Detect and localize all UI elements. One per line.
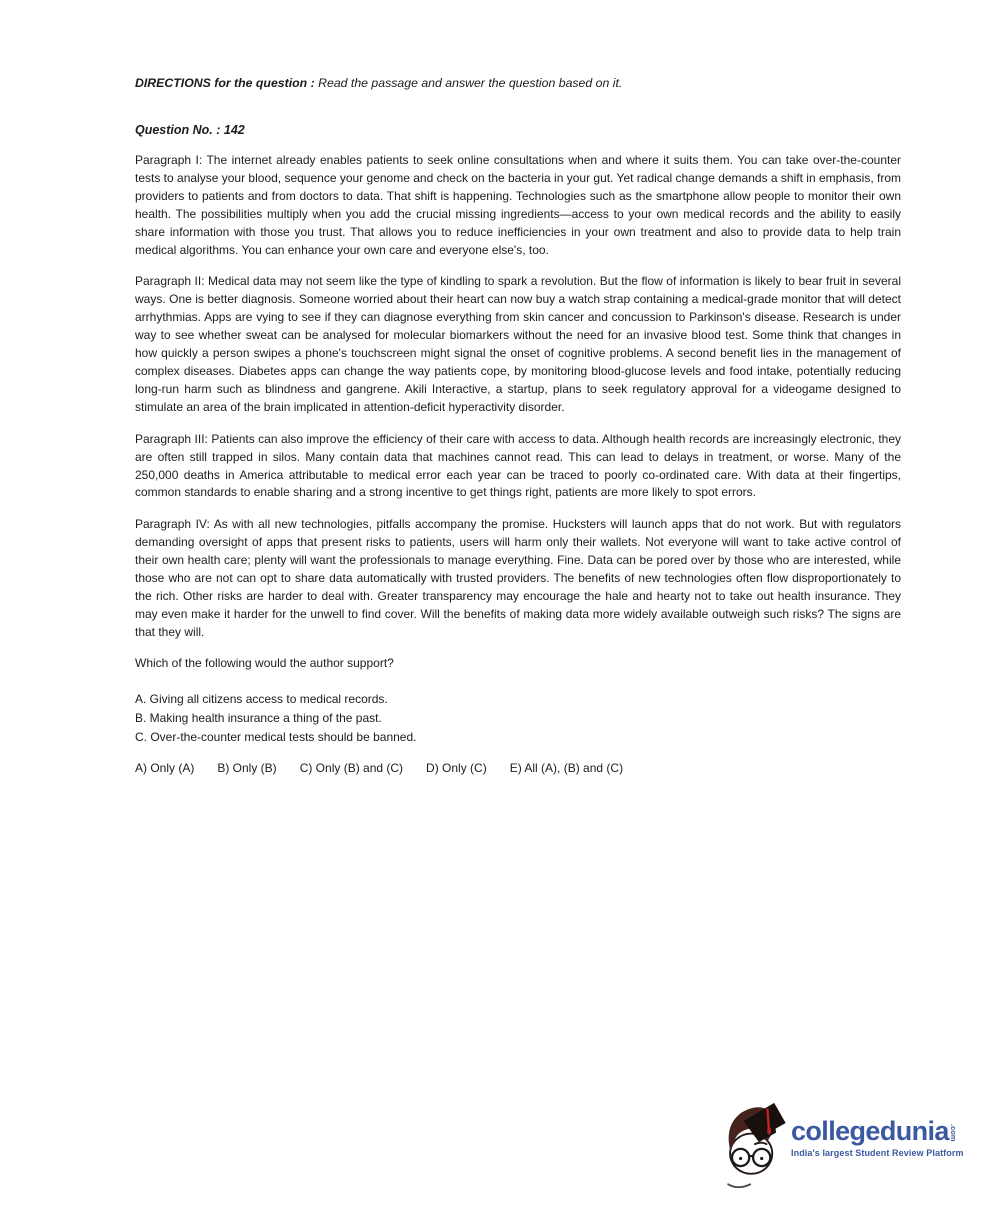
directions-line [135,76,901,90]
option-b: B) Only (B) [217,760,277,775]
brand-domain: .com [948,1124,958,1142]
question-document [135,76,901,775]
brand-wordmark: collegedunia [791,1116,949,1146]
mascot-icon [723,1100,787,1192]
answer-options [135,761,901,775]
question-number: Question No. : 142 [135,123,245,137]
brand-tagline: India's largest Student Review Platform [791,1148,964,1158]
directions-text: Read the passage and answer the question based on it. [318,76,623,90]
logo-text-block [791,1100,964,1158]
statement-c: C. Over-the-counter medical tests should be banned. [135,729,417,744]
directions-label: DIRECTIONS for the question : [135,76,315,90]
passage-paragraph-4: Paragraph IV: As with all new technologies, pitfalls accompany the promise. Hucksters will launch apps that do not work. But with regulators demanding oversight of apps that present risks to patients, users will harm only their wallets. Not everyone will want to take active control of their own health care; plenty will want the professionals to manage everything. Fine. Data can be pored over by those who are interested, while those who are not can opt to share data automatically with trusted providers. The benefits of new technologies often flow disproportionately to the rich. Other risks are harder to deal with. Greater transparency may encourage the hale and hearty not to take out health insurance. They may even make it harder for the unwell to find cover. Will the benefits of making data more widely available outweigh such risks? The signs are that they will. [135,517,901,639]
passage-paragraph-2: Paragraph II: Medical data may not seem like the type of kindling to spark a revolution. But the flow of information is likely to bear fruit in several ways. One is better diagnosis. Someone worried about their heart can now buy a watch strap containing a medical-grade monitor that will detect arrhythmias. Apps are vying to see if they can diagnose everything from skin cancer and concussion to Parkinson's disease. Research is under way to see whether sweat can be analysed for molecular biomarkers without the need for an invasive blood test. Some think that changes in how quickly a person swipes a phone's touchscreen might signal the onset of cognitive problems. A second benefit lies in the management of complex diseases. Diabetes apps can change the way patients cope, by monitoring blood-glucose levels and food intake, potentially reducing long-run harm such as blindness and gangrene. Akili Interactive, a startup, plans to seek regulatory approval for a videogame designed to stimulate an area of the brain implicated in attention-deficit hyperactivity disorder. [135,274,901,414]
option-c: C) Only (B) and (C) [299,760,404,775]
statement-list [135,690,901,747]
question-stem: Which of the following would the author support? [135,655,394,670]
passage-paragraph-1: Paragraph I: The internet already enables patients to seek online consultations when and where it suits them. You can take over-the-counter tests to analyse your blood, sequence your genome and check on the bacteria in your gut. Yet radical change demands a shift in emphasis, from providers to patients and from doctors to data. That shift is happening. Technologies such as the smartphone allow people to monitor their own health. The possibilities multiply when you add the crucial missing ingredients—access to your own medical records and the ability to easily share information with those you trust. That allows you to reduce inefficiencies in your own treatment and also to provide data to help train medical algorithms. You can enhance your own care and everyone else's, too. [135,153,901,257]
statement-b: B. Making health insurance a thing of the past. [135,710,382,725]
option-e: E) All (A), (B) and (C) [509,760,624,775]
statement-a: A. Giving all citizens access to medical records. [135,691,388,706]
passage-paragraph-3: Paragraph III: Patients can also improve the efficiency of their care with access to data. Although health records are increasingly electronic, they are often still trapped in silos. Many contain data that machines cannot read. This can lead to delays in treatment, or worse. Many of the 250,000 deaths in America attributable to medical error each year can be traced to poorly co-ordinated care. With data at their fingertips, common standards to enable sharing and a strong incentive to get things right, patients are more likely to spot errors. [135,431,901,500]
option-d: D) Only (C) [426,760,487,775]
option-a: A) Only (A) [135,760,195,775]
collegedunia-logo [723,1100,967,1192]
